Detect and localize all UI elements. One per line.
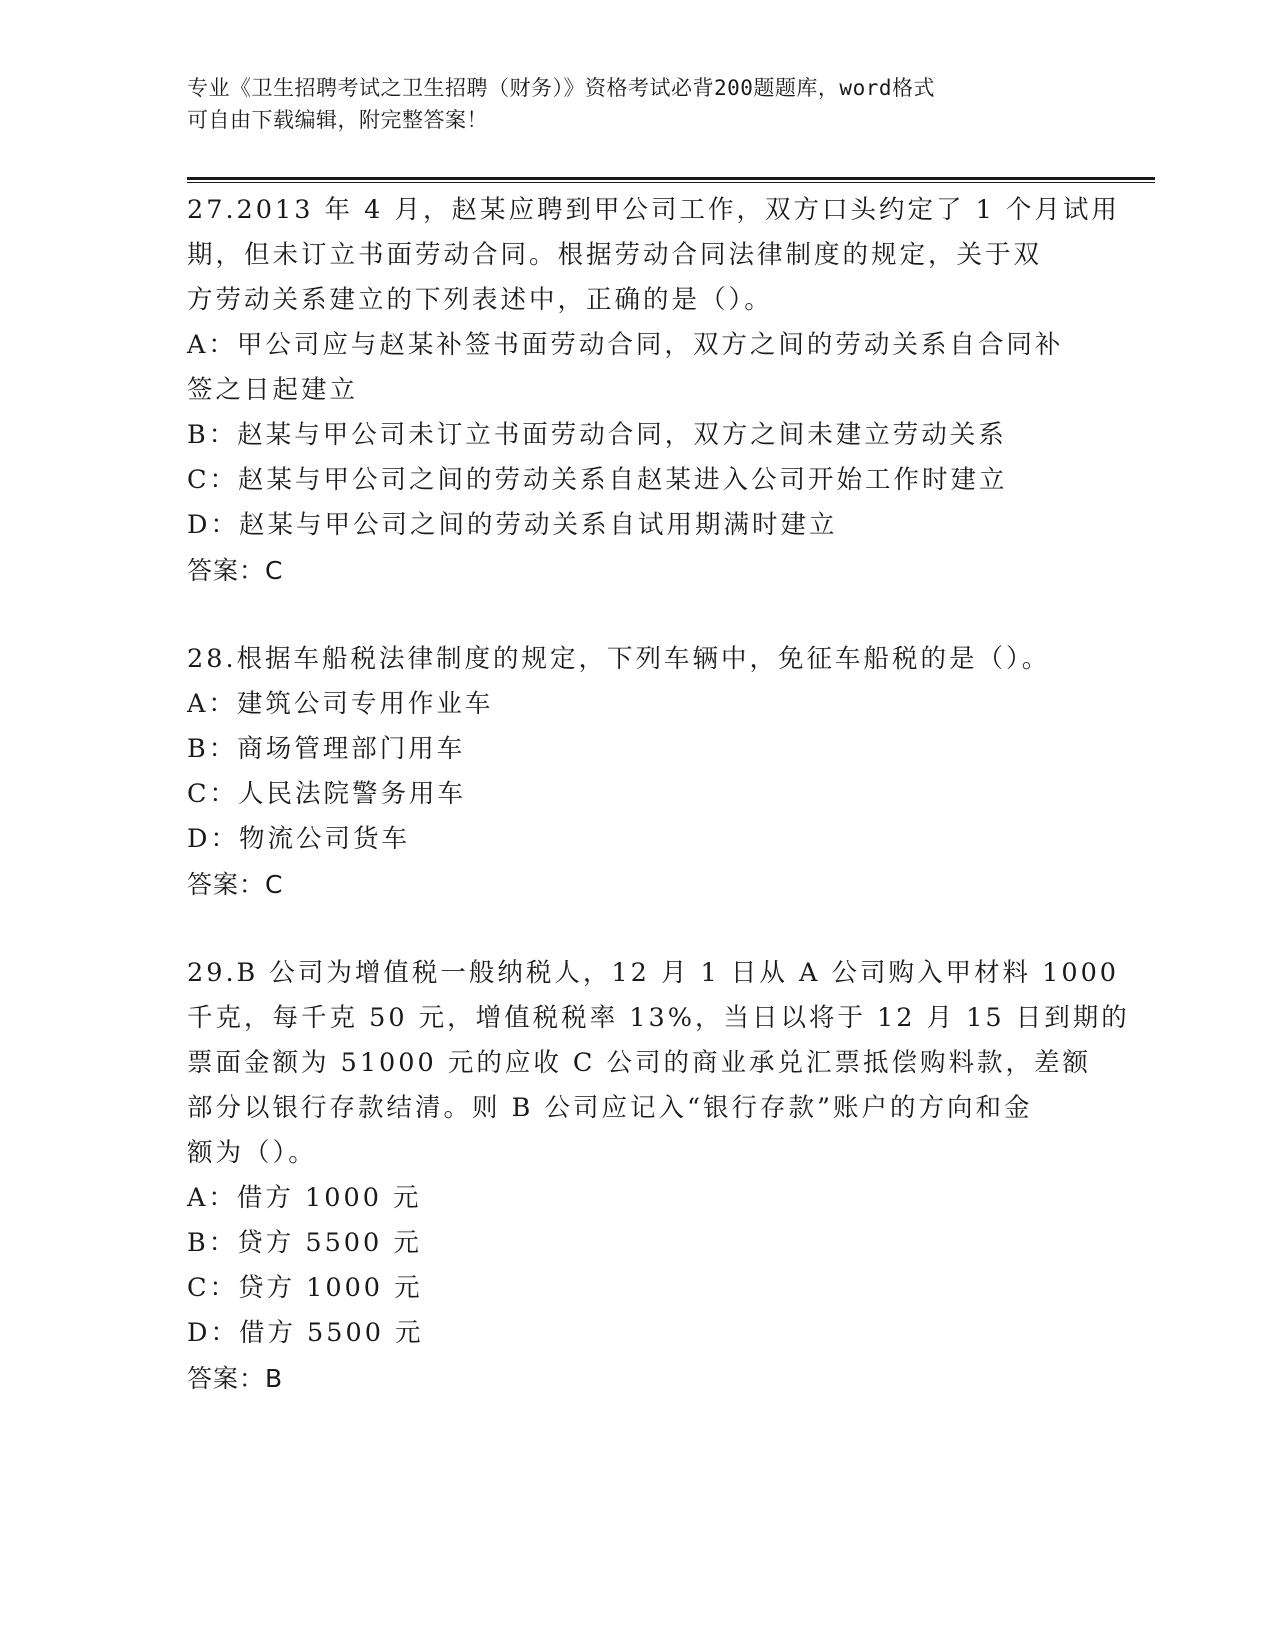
question-29 <box>187 951 1130 1401</box>
option-d: D：赵某与甲公司之间的劳动关系自试用期满时建立 <box>187 510 838 540</box>
option-d: D：借方 5500 元 <box>187 1318 424 1348</box>
question-stem-line: 27.2013 年 4 月，赵某应聘到甲公司工作，双方口头约定了 1 个月试用 <box>187 195 1120 225</box>
option-a-line: A：甲公司应与赵某补签书面劳动合同，双方之间的劳动关系自合同补 <box>187 330 1064 360</box>
document-header <box>187 72 1087 136</box>
header-line-1: 专业《卫生招聘考试之卫生招聘（财务）》资格考试必背200题题库，word格式 <box>187 76 935 100</box>
question-stem-line: 部分以银行存款结清。则 B 公司应记入“银行存款”账户的方向和金 <box>187 1093 1033 1123</box>
answer-label: 答案：C <box>187 870 284 899</box>
header-divider-thick <box>187 177 1155 180</box>
question-stem-line: 期，但未订立书面劳动合同。根据劳动合同法律制度的规定，关于双 <box>187 240 1043 270</box>
question-27 <box>187 188 1120 593</box>
option-c: C：贷方 1000 元 <box>187 1273 423 1303</box>
option-b: B：商场管理部门用车 <box>187 734 466 764</box>
question-stem-line: 29.B 公司为增值税一般纳税人，12 月 1 日从 A 公司购入甲材料 1000 <box>187 958 1120 988</box>
answer-label: 答案：B <box>187 1364 284 1393</box>
option-a: A：建筑公司专用作业车 <box>187 689 494 719</box>
question-stem-line: 方劳动关系建立的下列表述中，正确的是（）。 <box>187 285 773 315</box>
option-a-line: 签之日起建立 <box>187 375 359 405</box>
answer-label: 答案：C <box>187 556 284 585</box>
question-stem-line: 额为（）。 <box>187 1138 317 1168</box>
option-b: B：贷方 5500 元 <box>187 1228 422 1258</box>
option-d: D：物流公司货车 <box>187 824 410 854</box>
option-c: C：赵某与甲公司之间的劳动关系自赵某进入公司开始工作时建立 <box>187 465 1008 495</box>
question-stem-line: 千克，每千克 50 元，增值税税率 13%，当日以将于 12 月 15 日到期的 <box>187 1003 1130 1033</box>
header-line-2: 可自由下载编辑，附完整答案！ <box>187 108 488 132</box>
header-divider-thin <box>187 182 1155 183</box>
question-list <box>187 188 1130 1445</box>
option-b: B：赵某与甲公司未订立书面劳动合同，双方之间未建立劳动关系 <box>187 420 1007 450</box>
option-c: C：人民法院警务用车 <box>187 779 467 809</box>
question-stem-line: 票面金额为 51000 元的应收 C 公司的商业承兑汇票抵偿购料款，差额 <box>187 1048 1092 1078</box>
option-a: A：借方 1000 元 <box>187 1183 422 1213</box>
question-stem-line: 28.根据车船税法律制度的规定，下列车辆中，免征车船税的是（）。 <box>187 644 1051 674</box>
question-28 <box>187 637 1087 907</box>
